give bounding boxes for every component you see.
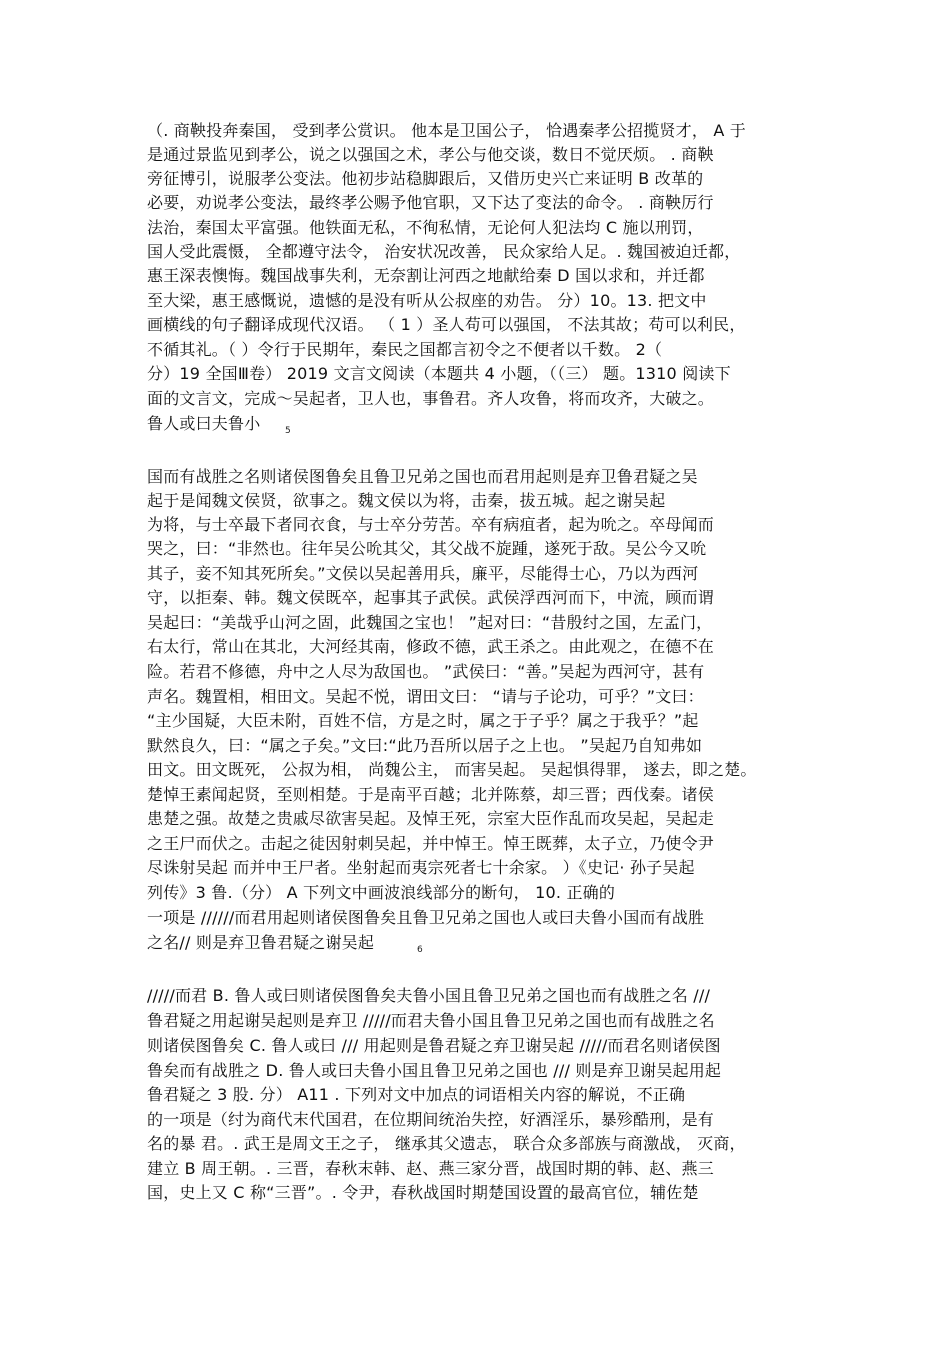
text-line: 不循其礼。（ ）令行于民期年，秦民之国都言初令之不便者以千数。 2（ [147, 340, 663, 359]
text-line: 险。若君不修德，舟中之人尽为敌国也。 ”武侯曰：“善。”吴起为西河守，甚有 [147, 662, 705, 681]
text-line: 国人受此震慑， 全都遵守法令， 治安状况改善， 民众家给人足。. 魏国被迫迁都， [147, 242, 741, 261]
text-line: 起于是闻魏文侯贤，欲事之。魏文侯以为将，击秦，拔五城。起之谢吴起 [147, 491, 666, 510]
text-line: 鲁矣而有战胜之 D. 鲁人或曰夫鲁小国且鲁卫兄弟之国也 /// 则是弃卫谢吴起用起 [147, 1061, 722, 1080]
text-line: 为将，与士卒最下者同衣食，与士卒分劳苦。卒有病疽者，起为吮之。卒母闻而 [147, 515, 715, 534]
text-line: 一项是 //////而君用起则诸侯图鲁矣且鲁卫兄弟之国也人或曰夫鲁小国而有战胜 [147, 908, 705, 927]
text-line: 田文。田文既死， 公叔为相， 尚魏公主， 而害吴起。 吴起惧得罪， 遂去，即之楚。 [147, 760, 757, 779]
text-line: 默然良久，曰：“属之子矣。”文曰:“此乃吾所以居子之上也。 ”吴起乃自知弗如 [147, 736, 703, 755]
text-line: 分）19 全国Ⅲ卷） 2019 文言文阅读（本题共 4 小题，（（三） 题。1310 阅读下 [147, 364, 731, 383]
text-line: 国而有战胜之名则诸侯图鲁矣且鲁卫兄弟之国也而君用起则是弃卫鲁君疑之吴 [147, 467, 698, 486]
text-line: 名的暴 君。. 武王是周文王之子， 继承其父遗志， 联合众多部族与商激战， 灭商， [147, 1134, 746, 1153]
text-line: 鲁君疑之用起谢吴起则是弃卫 /////而君夫鲁小国且鲁卫兄弟之国也而有战胜之名 [147, 1011, 715, 1030]
text-line: 是通过景监见到孝公，说之以强国之术，孝公与他交谈，数日不觉厌烦。 . 商鞅 [147, 145, 714, 164]
text-line: 哭之，曰：“非然也。往年吴公吮其父，其父战不旋踵，遂死于敌。吴公今又吮 [147, 539, 707, 558]
text-line: 守，以拒秦、韩。魏文侯既卒，起事其子武侯。武侯浮西河而下，中流，顾而谓 [147, 588, 715, 607]
text-line: 尽诛射吴起 而并中王尸者。坐射起而夷宗死者七十余家。 ）《史记· 孙子吴起 [147, 858, 695, 877]
text-line: 右太行，常山在其北，大河经其南，修政不德，武王杀之。由此观之，在德不在 [147, 637, 715, 656]
text-line: 旁征博引，说服孝公变法。他初步站稳脚跟后，又借历史兴亡来证明 B 改革的 [147, 169, 704, 188]
text-line: 楚悼王素闻起贤，至则相楚。于是南平百越；北并陈蔡，却三晋；西伐秦。诸侯 [147, 785, 715, 804]
page-number: 5 [285, 426, 291, 436]
page-number: 6 [417, 945, 423, 955]
text-line: 面的文言文，完成～吴起者，卫人也，事鲁君。齐人攻鲁，将而攻齐，大破之。 [147, 389, 715, 408]
text-line: 之名// 则是弃卫鲁君疑之谢吴起 [147, 933, 375, 952]
text-line: 建立 B 周王朝。. 三晋，春秋末韩、赵、燕三家分晋，战国时期的韩、赵、燕三 [147, 1159, 714, 1178]
text-line: 声名。魏置相，相田文。吴起不悦，谓田文曰： “请与子论功，可乎？”文曰： [147, 687, 704, 706]
text-line: 则诸侯图鲁矣 C. 鲁人或曰 /// 用起则是鲁君疑之弃卫谢吴起 /////而君名则诸侯图 [147, 1036, 721, 1055]
text-line: 的一项是（纣为商代末代国君，在位期间统治失控，好酒淫乐，暴殄酷刑，是有 [147, 1110, 715, 1129]
text-line: 鲁人或曰夫鲁小 [147, 414, 261, 433]
text-line: 惠王深表懊悔。魏国战事失利，无奈割让河西之地献给秦 D 国以求和，并迁都 [147, 266, 705, 285]
text-line: 鲁君疑之 3 股. 分） A11 . 下列对文中加点的词语相关内容的解说，不正确 [147, 1085, 686, 1104]
text-line: /////而君 B. 鲁人或曰则诸侯图鲁矣夫鲁小国且鲁卫兄弟之国也而有战胜之名 /// [147, 986, 711, 1005]
text-line: 法治，秦国太平富强。他铁面无私，不徇私情，无论何人犯法均 C 施以刑罚， [147, 218, 704, 237]
text-line: 必要，劝说孝公变法，最终孝公赐予他官职，又下达了变法的命令。 . 商鞅厉行 [147, 193, 714, 212]
text-line: 患楚之强。故楚之贵戚尽欲害吴起。及悼王死，宗室大臣作乱而攻吴起，吴起走 [147, 809, 715, 828]
text-line: 画横线的句子翻译成现代汉语。 （ 1 ）圣人苟可以强国， 不法其故；苟可以利民， [147, 315, 746, 334]
text-line: 吴起曰：“美哉乎山河之固，此魏国之宝也！ ”起对曰：“昔殷纣之国，左孟门， [147, 613, 713, 632]
text-line: “主少国疑，大臣未附，百姓不信，方是之时，属之于子乎？属之于我乎？”起 [147, 711, 699, 730]
text-line: （. 商鞅投奔秦国， 受到孝公赏识。 他本是卫国公子， 恰遇秦孝公招揽贤才， A 于 [147, 121, 746, 140]
text-line: 列传》3 鲁.（分） A 下列文中画波浪线部分的断句， 10. 正确的 [147, 883, 616, 902]
text-line: 至大梁，惠王感慨说，遗憾的是没有听从公叔座的劝告。 分）10。13. 把文中 [147, 291, 707, 310]
text-line: 其子，妾不知其死所矣。”文侯以吴起善用兵，廉平，尽能得士心，乃以为西河 [147, 564, 699, 583]
text-line: 之王尸而伏之。击起之徒因射刺吴起，并中悼王。悼王既葬，太子立，乃使令尹 [147, 834, 715, 853]
text-line: 国，史上又 C 称“三晋”。. 令尹，春秋战国时期楚国设置的最高官位，辅佐楚 [147, 1183, 699, 1202]
